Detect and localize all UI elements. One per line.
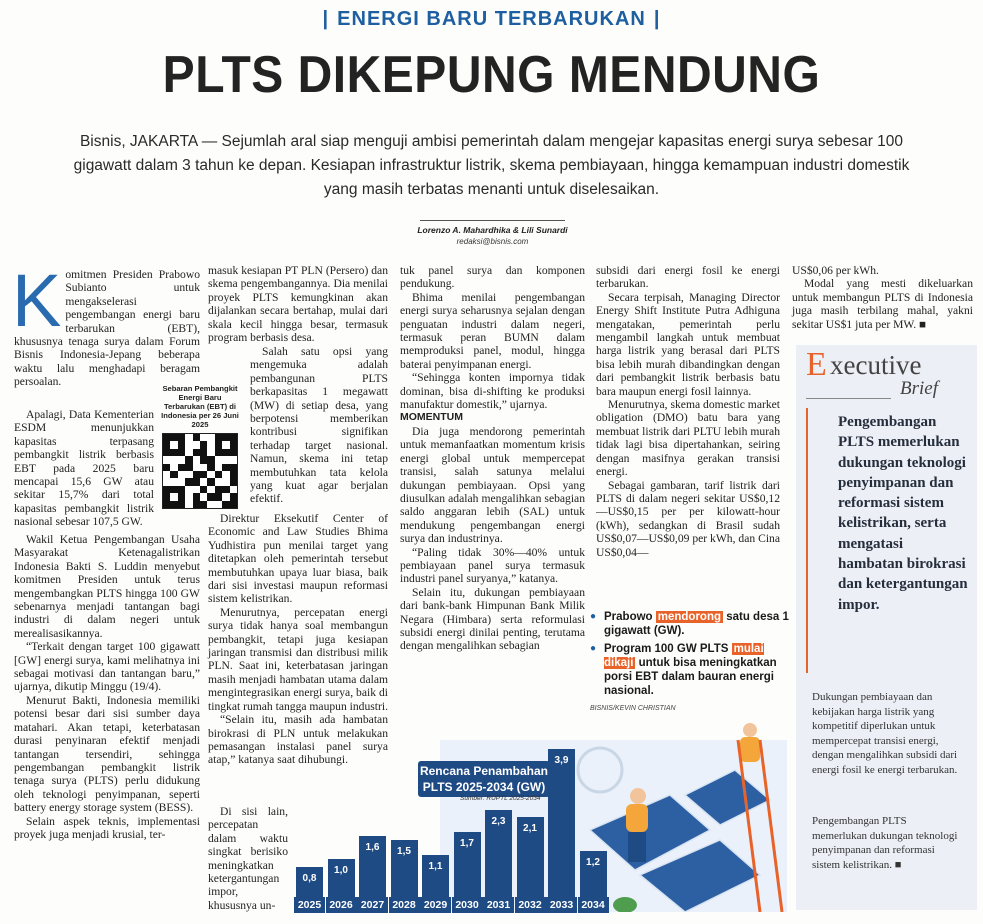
column-1-lower: Wakil Ketua Pengembangan Usaha Masyarakat Ketenagalistrikan Indonesia Bakti S. Luddin menyebut komitmen Presiden untuk terus mengembangkan PLTS hingga 100 GW sebenarnya menjadi tantangan bagi industri di dalam negeri untuk merealisasikannya. “Terkait dengan target 100 gigawatt [GW] energi surya, kami melihatnya ini sebagai motivasi dan tantangan baru,” ujarnya, dikutip Minggu (19/4). Menurut Bakti, Indonesia memiliki potensi besar dari sisi sumber daya matahari. Akan tetapi, keterbatasan durasi penyinaran efektif menjadi tantangan tersendiri, sehingga pengembangan pembangkit listrik tenaga surya (PLTS) perlu didukung oleh teknologi penyimpanan, seperti battery energy storage system (BESS). Selain aspek teknis, implementasi proyek juga menjadi krusial, ter- [14, 533, 200, 841]
qr-code-icon[interactable] [162, 433, 238, 509]
bar-value-label: 1,2 [586, 857, 600, 869]
column-2: masuk kesiapan PT PLN (Persero) dan skema pengembangannya. Dia menilai proyek PLTS kemungkinan akan dijalankan secara bertahap, mulai dari skala kecil hingga besar, termasuk program berbasis desa. [208, 264, 388, 345]
key-point-1: ● Prabowo mendorong satu desa 1 gigawatt (GW). [590, 610, 790, 638]
bar-category-label: 2026 [326, 897, 357, 913]
brief-accent-bar [806, 408, 808, 673]
section-rubric: | ENERGI BARU TERBARUKAN | [322, 8, 661, 30]
lead-paragraph: Bisnis, JAKARTA — Sejumlah aral siap menguji ambisi pemerintah dalam mengejar kapasitas energi surya sebesar 100 gigawatt dalam 3 tahun ke depan. Kesiapan infrastruktur listrik, skema pembiayaan, hingga kemampuan industri domestik yang masih terbatas menanti untuk diselesaikan. [73, 133, 910, 198]
brief-rule [806, 398, 891, 399]
bar-value-label: 1,1 [428, 861, 443, 873]
bar-value-label: 0,8 [302, 872, 317, 884]
qr-infobox[interactable] [160, 380, 240, 532]
photo-credit: BISNIS/KEVIN CHRISTIAN [590, 705, 676, 712]
column-4: subsidi dari energi fosil ke energi terbarukan. Secara terpisah, Managing Director Energy Shift Institute Putra Adhiguna mengatakan, pemerintah perlu mengambil langkah untuk membuat harga listrik yang berasal dari PLTS bisa lebih murah dibandingkan dengan dari pembangkit listrik berbasis batu bara maupun energi fosil lainnya. Menurutnya, skema domestic market obligation (DMO) batu bara yang membuat listrik dari PLTU lebih murah tidak lagi bisa dipertahankan, seiring dengan masifnya gerakan transisi energi. Sebagai gambaran, tarif listrik dari PLTS di dalam negeri sekitar US$0,12—US$0,15 per per kilowatt-hour (kWh), sedangkan di Brasil sudah US$0,07—US$0,09 per kWh, dan Cina US$0,04— [596, 264, 780, 559]
bar-value-label: 1,5 [397, 846, 411, 857]
qr-title: Sebaran Pembangkit Energi Baru Terbarukan (EBT) di Indonesia per 26 Juni 2025 [161, 384, 239, 429]
brief-subtitle: Brief [900, 378, 938, 399]
byline-rule [420, 220, 565, 221]
byline-authors: Lorenzo A. Mahardhika & Lili Sunardi [417, 225, 568, 235]
column-1-mid: Apalagi, Data Kementerian ESDM menunjukkan kapasitas terpasang pembangkit listrik berbasis EBT pada 2025 baru mencapai 15,6 GW atau sekitar 15,7% dari total kapasitas pembangkit listrik nasional sebesar 107,5 GW. [14, 408, 154, 529]
byline-email[interactable]: redaksi@bisnis.com [456, 237, 529, 246]
column-2-lower: Direktur Eksekutif Center of Economic and Law Studies Bhima Yudhistira pun menilai target yang ditetapkan oleh pemerintah tersebut membutuhkan upaya luar biasa, baik dari sisi investasi maupun reformasi sistem kelistrikan. Menurutnya, percepatan energi surya tidak hanya soal membangun pembangkit, tetapi juga kesiapan jaringan transmisi dan distribusi milik PLN. Saat ini, keterbatasan jaringan masih menjadi hambatan utama dalam mengintegrasikan energi surya, baik di tingkat rumah tangga maupun industri. “Selain itu, masih ada hambatan birokrasi di PLN untuk melakukan pemasangan instalasi panel surya atap,” katanya saat dihubungi. [208, 512, 388, 767]
key-point-2: ● Program 100 GW PLTS mulai dikaji untuk bisa meningkatkan porsi EBT dalam bauran energi nasional. [590, 642, 790, 698]
bar-2033 [548, 749, 575, 897]
bar-value-label: 3,9 [554, 754, 569, 766]
bar-value-label: 2,3 [491, 815, 506, 827]
end-mark-icon: ■ [894, 858, 902, 871]
bar-category-label: 2031 [483, 897, 514, 913]
bar-category-label: 2030 [452, 897, 483, 913]
bar-category-label: 2025 [294, 897, 325, 913]
brief-title: xecutive [830, 350, 922, 380]
bar-value-label: 1,0 [334, 865, 348, 876]
bar-category-label: 2028 [389, 897, 420, 913]
bar-value-label: 2,1 [523, 823, 537, 835]
column-5: US$0,06 per kWh. Modal yang mesti dikeluarkan untuk membangun PLTS di Indonesia juga masih terbilang mahal, yakni sekitar US$1 juta per MW. ■ [792, 264, 973, 331]
brief-paragraph-1: Dukungan pembiayaan dan kebijakan harga listrik yang kompetitif diperlukan untuk mempercepat transisi energi, dengan mengalihkan subsidi dari energi fosil ke energi terbarukan. [812, 691, 958, 776]
subhead-momentum: MOMENTUM [400, 411, 463, 424]
bar-value-label: 1,6 [365, 842, 380, 854]
end-mark-icon: ■ [919, 317, 927, 331]
column-1: Komitmen Presiden Prabowo Subianto untuk mengakselerasi pengembangan energi baru terbarukan (EBT), khususnya tenaga surya dalam Forum Bisnis Indonesia-Jepang beberapa waktu lalu menghadapi beragam persoalan. [12, 259, 200, 389]
brief-summary: Pengembangan PLTS memerlukan dukungan teknologi penyimpanan dan reformasi sistem kelistrikan, serta mengatasi hambatan birokrasi dan ketergantungan impor. [838, 414, 968, 613]
bar-category-label: 2029 [420, 897, 451, 913]
column-3: tuk panel surya dan komponen pendukung. Bhima menilai pengembangan energi surya seharusnya sejalan dengan penguatan industri dalam negeri, termasuk peran BUMN dalam memproduksi panel, modul, hingga baterai penyimpanan energi. “Sehingga konten impornya tidak dominan, bisa di-shifting ke produksi manufaktur domestik,” ujarnya. MOMENTUM Dia juga mendorong pemerintah untuk memanfaatkan momentum krisis energi global untuk mempercepat transisi, salah satunya melalui dukungan pembiayaan. Opsi yang diusulkan adalah mengalihkan sebagian saldo anggaran lebih (SAL) untuk mendukung pengembangan energi surya dan industrinya. “Paling tidak 30%—40% untuk pembiayaan panel surya termasuk industri panel suryanya,” katanya. Selain itu, dukungan pembiayaan dari bank-bank Himpunan Bank Milik Negara (Himbara) serta reformulasi subsidi energi dinilai penting, terutama dengan mengalihkan sebagian [400, 264, 585, 653]
brief-paragraph-2: Pengembangan PLTS memerlukan dukungan teknologi penyimpanan dan reformasi sistem kelistrikan. ■ [812, 815, 958, 871]
bar-value-label: 1,7 [460, 838, 474, 850]
bar-category-label: 2033 [546, 897, 577, 913]
bar-category-label: 2032 [515, 897, 546, 913]
headline: PLTS DIKEPUNG MENDUNG [162, 46, 821, 105]
bar-category-label: 2027 [357, 897, 388, 913]
chart-source: Sumber: RUPTL 2025-2034 [460, 795, 541, 802]
column-2-mid: Salah satu opsi yang mengemuka adalah pembangunan PLTS berkapasitas 1 megawatt (MW) di setiap desa, yang berpotensi memberikan kontribusi signifikan terhadap target nasional. Namun, skema ini tetap membutuhkan tata kelola yang kuat agar berjalan efektif. [250, 345, 388, 506]
drop-cap: K [12, 259, 62, 342]
bar-category-label: 2034 [578, 897, 609, 913]
chart-title: Rencana Penambahan PLTS 2025-2034 (GW) [418, 761, 550, 797]
brief-initial: E [806, 346, 827, 383]
column-2-tail: Di sisi lain, percepatan dalam waktu singkat berisiko meningkatkan ketergantungan impor, khususnya un- [208, 805, 288, 912]
